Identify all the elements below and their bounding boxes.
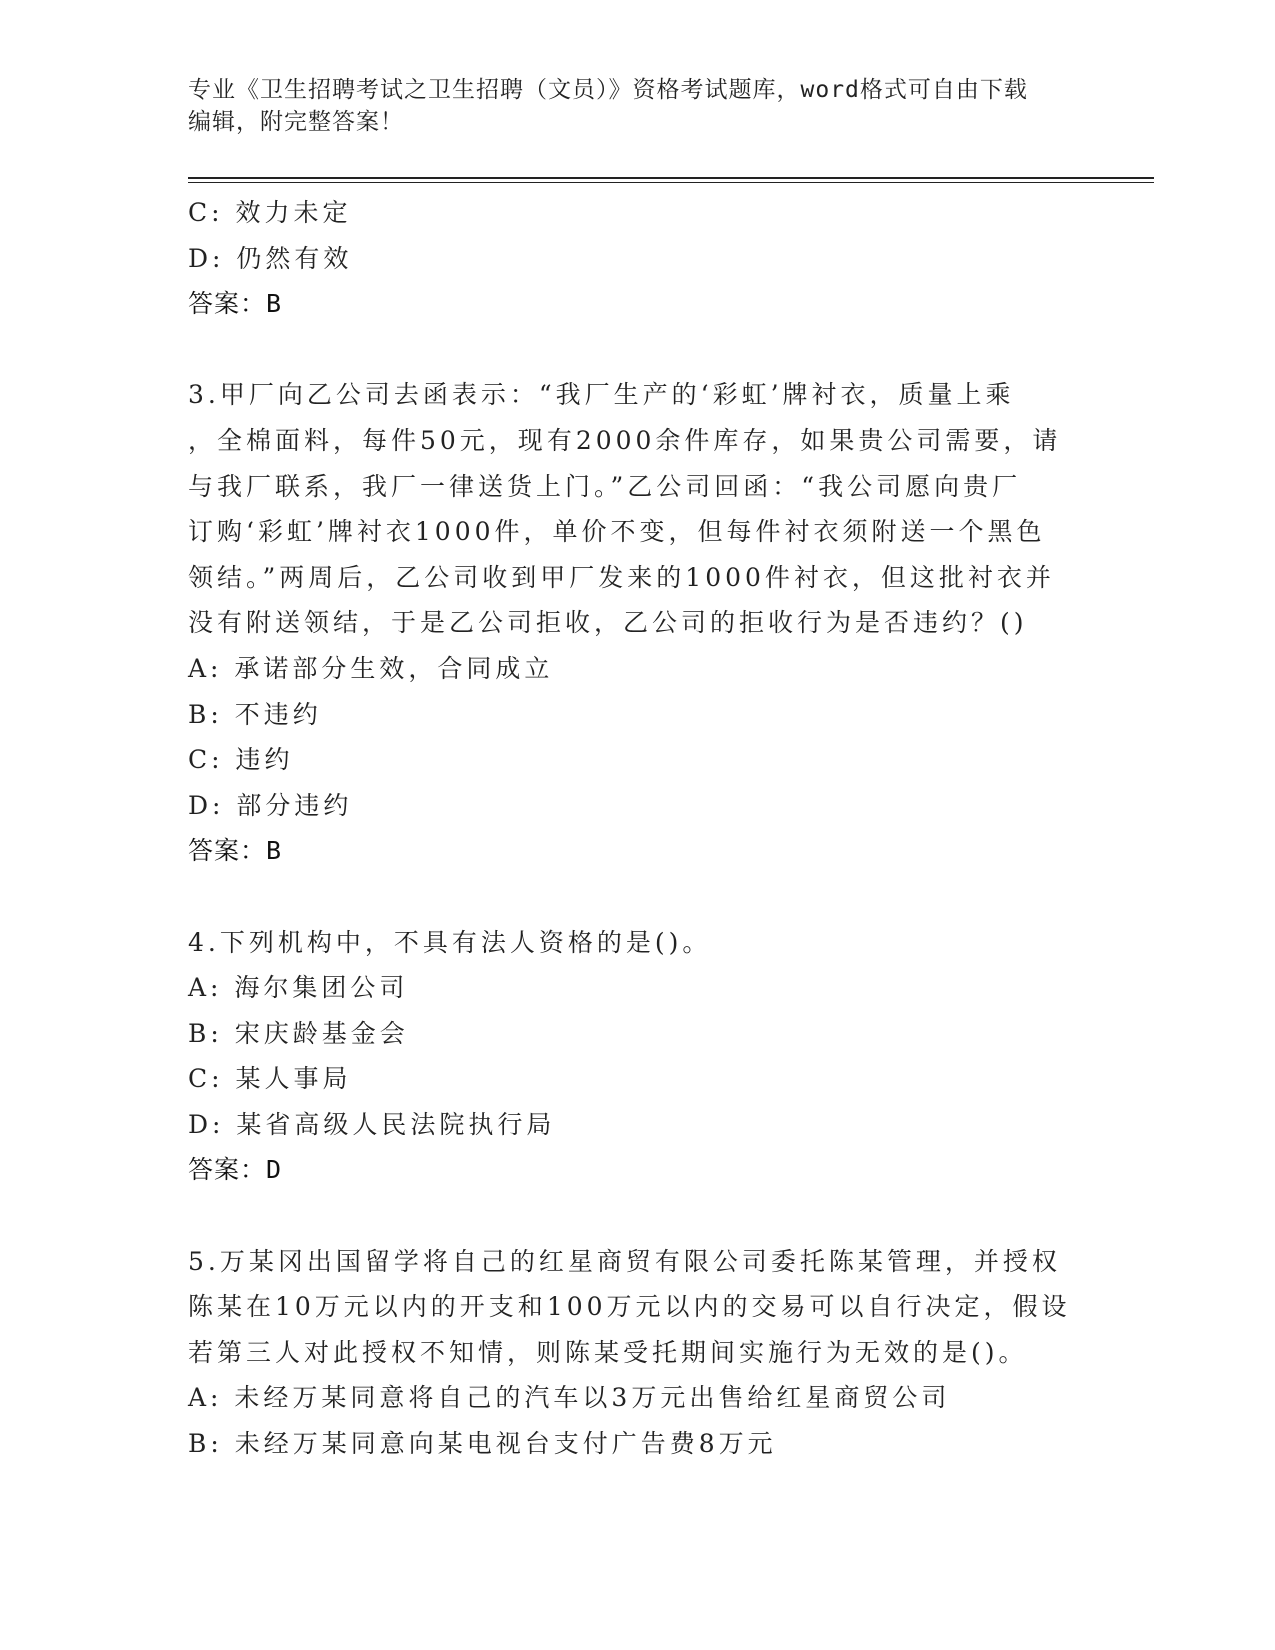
question-stem-line: ，全棉面料，每件50元，现有2000余件库存，如果贵公司需要，请 (188, 425, 1062, 455)
option-c: C: 违约 (188, 745, 294, 775)
option-c: C: 某人事局 (188, 1064, 352, 1094)
answer: 答案：B (188, 836, 283, 866)
option-d: D: 仍然有效 (188, 243, 353, 273)
spacer (188, 874, 1088, 920)
question-2-tail (188, 190, 1088, 327)
question-5 (188, 1239, 1088, 1467)
header-rule (188, 182, 1154, 183)
option-c: C: 效力未定 (188, 198, 352, 227)
question-stem-line: 与我厂联系，我厂一律送货上门。”乙公司回函：“我公司愿向贵厂 (188, 471, 1022, 501)
answer: 答案：B (188, 289, 283, 319)
option-b: B: 宋庆龄基金会 (188, 1018, 409, 1048)
document-body (188, 190, 1088, 1467)
question-stem-line: 5.万某冈出国留学将自己的红星商贸有限公司委托陈某管理，并授权 (188, 1246, 1061, 1276)
option-b: B: 未经万某同意向某电视台支付广告费8万元 (188, 1429, 777, 1459)
header-rule (188, 177, 1154, 179)
option-a: A: 未经万某同意将自己的汽车以3万元出售给红星商贸公司 (188, 1383, 951, 1413)
question-stem-line: 没有附送领结，于是乙公司拒收，乙公司的拒收行为是否违约？() (188, 608, 1028, 638)
question-stem-line: 陈某在10万元以内的开支和100万元以内的交易可以自行决定，假设 (188, 1292, 1071, 1322)
document-header (188, 74, 1088, 138)
question-stem-line: 订购‘彩虹’牌衬衣1000件，单价不变，但每件衬衣须附送一个黑色 (188, 517, 1046, 547)
option-a: A: 承诺部分生效，合同成立 (188, 653, 554, 683)
question-stem-line: 若第三人对此授权不知情，则陈某受托期间实施行为无效的是()。 (188, 1337, 1028, 1367)
question-stem-line: 3.甲厂向乙公司去函表示：“我厂生产的‘彩虹’牌衬衣，质量上乘 (188, 380, 1015, 410)
spacer (188, 327, 1088, 373)
question-4 (188, 920, 1088, 1194)
spacer (188, 1193, 1088, 1239)
question-3 (188, 372, 1088, 874)
header-line: 编辑，附完整答案！ (188, 109, 404, 135)
answer: 答案：D (188, 1155, 283, 1185)
question-stem-line: 领结。”两周后，乙公司收到甲厂发来的1000件衬衣，但这批衬衣并 (188, 562, 1055, 592)
option-d: D: 部分违约 (188, 790, 353, 820)
option-a: A: 海尔集团公司 (188, 973, 409, 1003)
question-stem-line: 4.下列机构中，不具有法人资格的是()。 (188, 927, 712, 957)
option-d: D: 某省高级人民法院执行局 (188, 1109, 556, 1139)
option-b: B: 不违约 (188, 699, 322, 729)
header-line: 专业《卫生招聘考试之卫生招聘（文员）》资格考试题库，word格式可自由下载 (188, 77, 1028, 103)
